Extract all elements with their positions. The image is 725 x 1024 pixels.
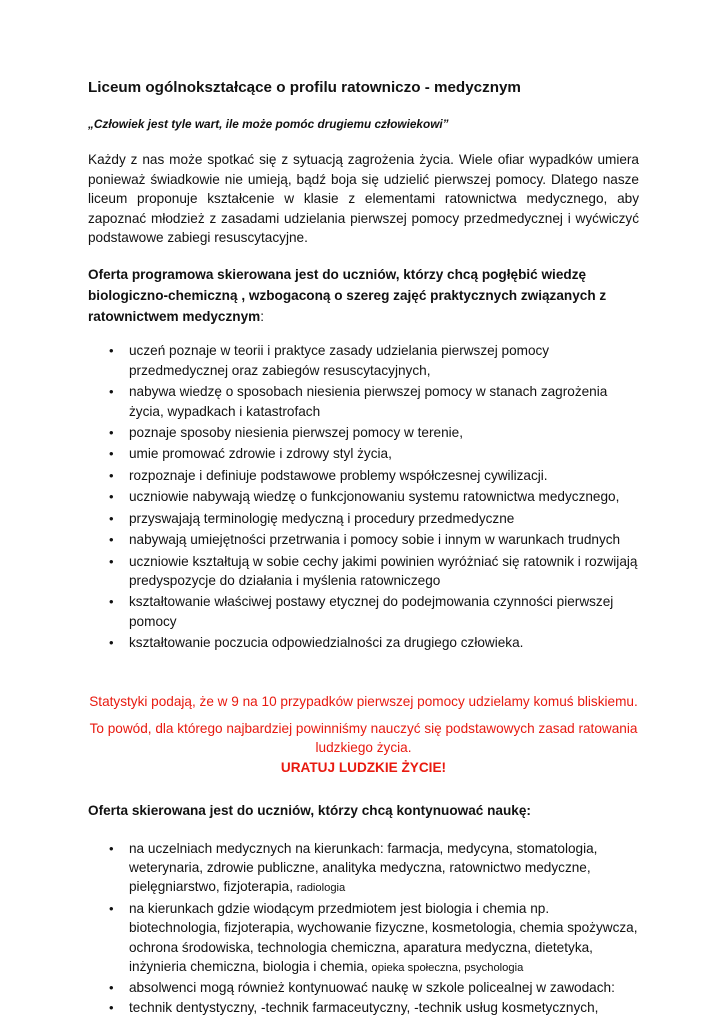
bullet-icon: •: [109, 384, 114, 400]
offer2-heading: Oferta skierowana jest do uczniów, którzy chcą kontynuować naukę:: [88, 803, 531, 819]
list-item: [88, 423, 639, 442]
statistics-line: Statystyki podają, że w 9 na 10 przypadków pierwszej pomocy udzielamy komuś bliskiemu.: [89, 693, 638, 709]
list-item-text: technik dentystyczny, -technik farmaceutyczny, -technik usług kosmetycznych,: [129, 999, 599, 1015]
list-item: [88, 530, 639, 549]
skills-list: [88, 341, 639, 652]
list-item: [88, 466, 639, 485]
list-item-text: nabywa wiedzę o sposobach niesienia pierwszej pomocy w stanach zagrożenia życia, wypadkach i katastrofach: [129, 384, 608, 419]
list-item-small-text: opieka społeczna, psychologia: [371, 962, 524, 974]
list-item-text: na kierunkach gdzie wiodącym przedmiotem jest biologia i chemia np. biotechnologia, fizjoterapia, wychowanie fizyczne, kosmetologia, chemia spożywcza, ochrona środowiska, technologia chemiczna, aparatura medyczna, dietetyka, inżynieria chemiczna, biologia i chemia,: [129, 900, 638, 974]
list-item: [88, 341, 639, 380]
list-item-text: uczeń poznaje w teorii i praktyce zasady udzielania pierwszej pomocy przedmedycznej oraz zabiegów resuscytacyjnych,: [129, 343, 550, 378]
bullet-icon: •: [109, 532, 114, 548]
bullet-icon: •: [109, 999, 114, 1015]
list-item-text: poznaje sposoby niesienia pierwszej pomocy w terenie,: [129, 425, 463, 441]
offer-heading: [88, 264, 639, 327]
bullet-icon: •: [109, 900, 114, 916]
list-item: [88, 998, 639, 1017]
list-item-text: rozpoznaje i definiuje podstawowe problemy współczesnej cywilizacji.: [129, 467, 548, 483]
list-item-text: uczniowie nabywają wiedzę o funkcjonowaniu systemu ratownictwa medycznego,: [129, 489, 620, 505]
list-item-text: przyswajają terminologię medyczną i procedury przedmedyczne: [129, 510, 515, 526]
list-item: [88, 487, 639, 506]
call-to-action: URATUJ LUDZKIE ŻYCIE!: [280, 759, 447, 775]
bullet-icon: •: [109, 553, 114, 569]
bullet-icon: •: [109, 343, 114, 359]
offer-heading-colon: :: [260, 309, 265, 325]
bullet-icon: •: [109, 635, 114, 651]
list-item: [88, 633, 639, 652]
list-item-text: uczniowie kształtują w sobie cechy jakimi powinien wyróżniać się ratownik i rozwijają predyspozycje do działania i myślenia ratowniczego: [129, 553, 638, 588]
list-item: [88, 509, 639, 528]
bullet-icon: •: [109, 840, 114, 856]
document-title: Liceum ogólnokształcące o profilu ratowniczo - medycznym: [88, 79, 521, 96]
list-item-text: absolwenci mogą również kontynuować naukę w szkole policealnej w zawodach:: [129, 980, 615, 996]
list-item-small-text: radiologia: [296, 882, 346, 895]
bullet-icon: •: [109, 489, 114, 505]
list-item: [88, 552, 639, 591]
bullet-icon: •: [109, 510, 114, 526]
bullet-icon: •: [109, 446, 114, 462]
list-item: [88, 978, 639, 997]
list-item: [88, 444, 639, 463]
intro-paragraph: Każdy z nas może spotkać się z sytuacją zagrożenia życia. Wiele ofiar wypadków umiera ponieważ świadkowie nie umieją, bądź boja się udzielić pierwszej pomocy. Dlatego nasze liceum proponuje kształcenie w klasie z elementami ratownictwa medycznego, aby zapoznać młodzież z zasadami udzielania pierwszej pomocy przedmedycznej i wyćwiczyć podstawowe zabiegi resuscytacyjne.: [88, 152, 639, 246]
list-item-text: umie promować zdrowie i zdrowy styl życia,: [129, 446, 392, 462]
bullet-icon: •: [109, 467, 114, 483]
offer-heading-text: Oferta programowa skierowana jest do uczniów, którzy chcą pogłębić wiedzę biologiczno-chemiczną , wzbogaconą o szereg zajęć praktycznych związanych z ratownictwem medycznym: [88, 267, 607, 325]
reason-line: To powód, dla którego najbardziej powinniśmy nauczyć się podstawowych zasad ratowania ludzkiego życia.: [89, 720, 638, 756]
list-item-text: na uczelniach medycznych na kierunkach: farmacja, medycyna, stomatologia, weterynaria, zdrowie publiczne, analityka medyczna, ratownictwo medyczne, pielęgniarstwo, fizjoterapia,: [129, 840, 598, 895]
list-item: [88, 592, 639, 631]
list-item: [88, 899, 639, 979]
bullet-icon: •: [109, 594, 114, 610]
list-item-text: nabywają umiejętności przetrwania i pomocy sobie i innym w warunkach trudnych: [129, 532, 621, 548]
list-item-text: kształtowanie poczucia odpowiedzialności za drugiego człowieka.: [129, 635, 524, 651]
bullet-icon: •: [109, 980, 114, 996]
list-item-text: kształtowanie właściwej postawy etycznej do podejmowania czynności pierwszej pomocy: [129, 594, 614, 629]
study-list: [88, 839, 639, 1018]
motto-quote: „Człowiek jest tyle wart, ile może pomóc drugiemu człowiekowi”: [88, 117, 449, 131]
bullet-icon: •: [109, 425, 114, 441]
list-item: [88, 839, 639, 899]
list-item: [88, 382, 639, 421]
